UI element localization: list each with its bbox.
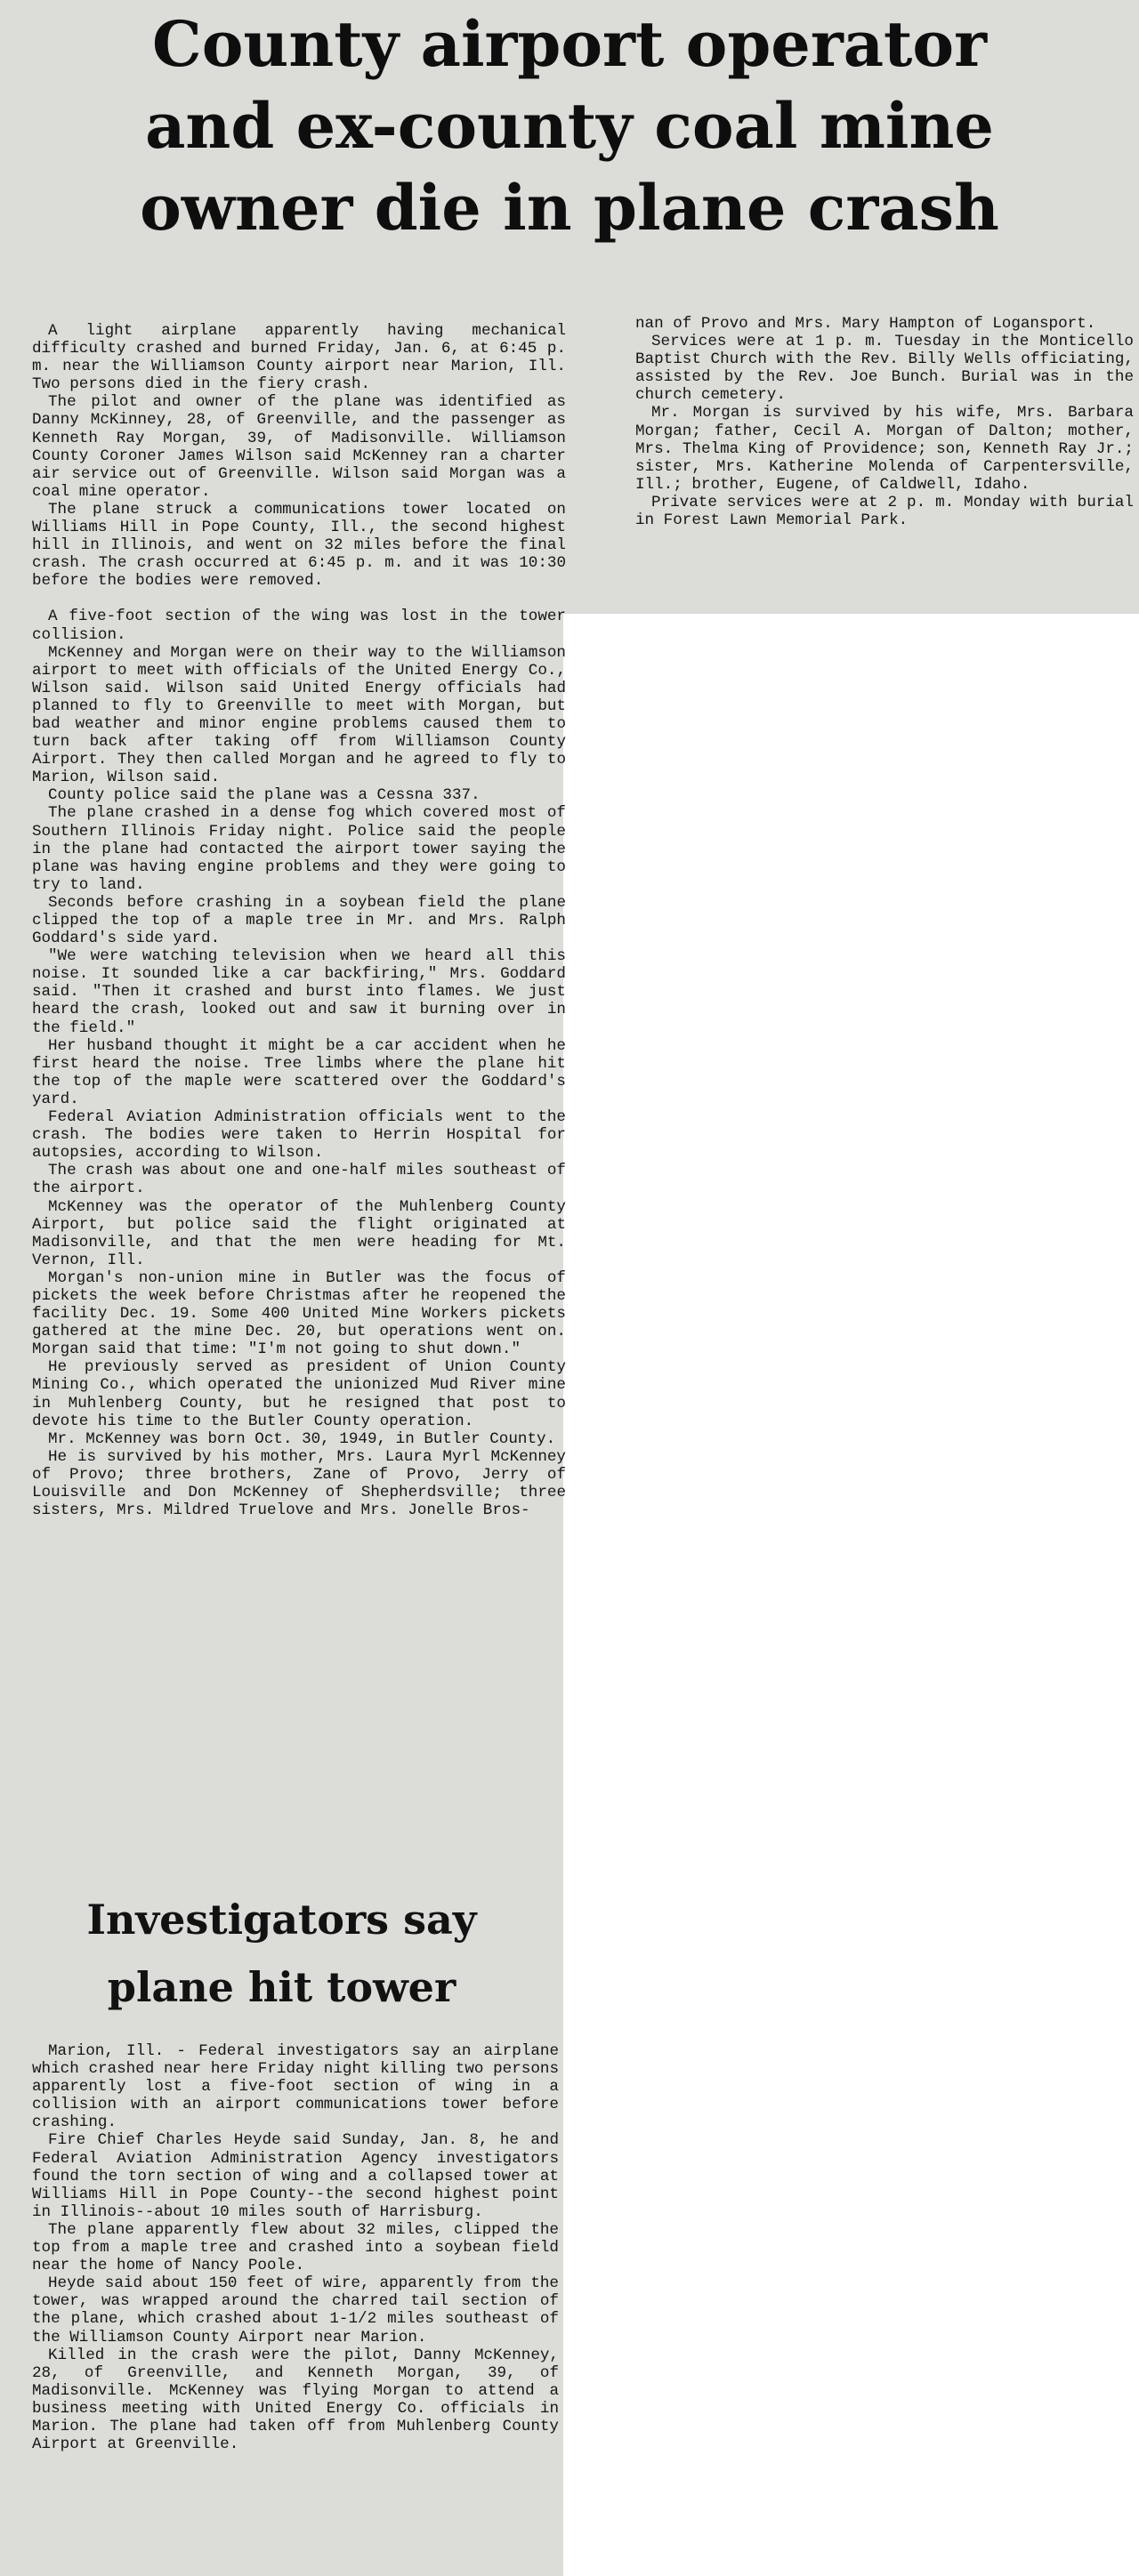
headline-line-2: and ex-county coal mine	[145, 89, 994, 163]
second-headline-line-2: plane hit tower	[107, 1963, 456, 2011]
main-paragraph: The plane crashed in a dense fog which covered most of Southern Illinois Friday night. Police said the people in the plane had contacted the airport tower saying the plane was having engine problems and they were going to try to land.	[32, 804, 566, 894]
second-story-column	[32, 2042, 559, 2453]
second-paragraph: Heyde said about 150 feet of wire, apparently from the tower, was wrapped around the charred tail section of the plane, which crashed about 1-1/2 miles southeast of the Williamson County Airport near Marion.	[32, 2274, 559, 2347]
main-paragraph: The crash was about one and one-half miles southeast of the airport.	[32, 1162, 566, 1198]
main-paragraph: Her husband thought it might be a car accident when he first heard the noise. Tree limbs where the plane hit the top of the maple were scattered over the Goddard's yard.	[32, 1036, 566, 1108]
main-headline	[0, 0, 1139, 249]
main-paragraph: Federal Aviation Administration officials went to the crash. The bodies were taken to Herrin Hospital for autopsies, according to Wilson.	[32, 1108, 566, 1163]
second-paragraph: Killed in the crash were the pilot, Danny McKenney, 28, of Greenville, and Kenneth Morgan, 39, of Madisonville. McKenney was flying Morgan to attend a business meeting with United Energy Co. officials in Marion. The plane had taken off from Muhlenberg County Airport at Greenville.	[32, 2346, 559, 2454]
main-paragraph: Seconds before crashing in a soybean field the plane clipped the top of a maple tree in Mr. and Mrs. Ralph Goddard's side yard.	[32, 893, 566, 948]
continued-paragraph: Services were at 1 p. m. Tuesday in the Monticello Baptist Church with the Rev. Billy Wells officiating, assisted by the Rev. Joe Bunch. Burial was in the church cemetery.	[635, 333, 1134, 405]
main-paragraph: McKenney and Morgan were on their way to the Williamson airport to meet with officials of the United Energy Co., Wilson said. Wilson said United Energy officials had planned to fly to Greenville to meet with Morgan, but bad weather and minor engine problems caused them to turn back after taking off from Williamson County Airport. They then called Morgan and he agreed to fly to Marion, Wilson said.	[32, 643, 566, 787]
main-story-column	[32, 322, 566, 1519]
continued-paragraph: nan of Provo and Mrs. Mary Hampton of Logansport.	[635, 315, 1096, 333]
continued-paragraph: Mr. Morgan is survived by his wife, Mrs. Barbara Morgan; father, Cecil A. Morgan of Dalton; mother, Mrs. Thelma King of Providence; son, Kenneth Ray Jr.; sister, Mrs. Katherine Molenda of Carpentersville, Ill.; brother, Eugene, of Caldwell, Idaho.	[635, 404, 1134, 494]
main-paragraph: A light airplane apparently having mechanical difficulty crashed and burned Friday, Jan. 6, at 6:45 p. m. near the Williamson County airport near Marion, Ill. Two persons died in the fiery crash.	[32, 322, 566, 394]
main-story-continued-column	[635, 315, 1134, 529]
main-paragraph: He is survived by his mother, Mrs. Laura Myrl McKenney of Provo; three brothers, Zane of Provo, Jerry of Louisville and Don McKenney of Shepherdsville; three sisters, Mrs. Mildred Truelove and Mrs. Jonelle Bros-	[32, 1447, 566, 1520]
continued-paragraph: Private services were at 2 p. m. Monday with burial in Forest Lawn Memorial Park.	[635, 493, 1134, 530]
second-paragraph: Marion, Ill. - Federal investigators say an airplane which crashed near here Friday night killing two persons apparently lost a five-foot section of wing in a collision with an airport communications tower before crashing.	[32, 2042, 559, 2132]
main-paragraph: "We were watching television when we heard all this noise. It sounded like a car backfiring," Mrs. Goddard said. "Then it crashed and burst into flames. We just heard the crash, looked out and saw it burning over in the field."	[32, 947, 566, 1037]
second-story-headline	[0, 1886, 563, 2021]
main-paragraph: He previously served as president of Union County Mining Co., which operated the unionized Mud River mine in Muhlenberg County, but he resigned that post to devote his time to the Butler County operation.	[32, 1358, 566, 1430]
headline-line-3: owner die in plane crash	[140, 171, 999, 245]
main-paragraph: McKenney was the operator of the Muhlenberg County Airport, but police said the flight originated at Madisonville, and that the men were heading for Mt. Vernon, Ill.	[32, 1197, 566, 1269]
main-paragraph: Morgan's non-union mine in Butler was the focus of pickets the week before Christmas after he reopened the facility Dec. 19. Some 400 United Mine Workers pickets gathered at the mine Dec. 20, but operations went on. Morgan said that time: "I'm not going to shut down."	[32, 1268, 566, 1359]
second-paragraph: The plane apparently flew about 32 miles, clipped the top from a maple tree and crashed into a soybean field near the home of Nancy Poole.	[32, 2220, 559, 2275]
main-paragraph: The plane struck a communications tower located on Williams Hill in Pope County, Ill., the second highest hill in Illinois, and went on 32 miles before the final crash. The crash occurred at 6:45 p. m. and it was 10:30 before the bodies were removed.	[32, 500, 566, 591]
main-paragraph: The pilot and owner of the plane was identified as Danny McKinney, 28, of Greenville, and the passenger as Kenneth Ray Morgan, 39, of Madisonville. Williamson County Coroner James Wilson said McKenney ran a charter air service out of Greenville. Wilson said Morgan was a coal mine operator.	[32, 393, 566, 501]
second-headline-line-1: Investigators say	[86, 1896, 477, 1944]
second-paragraph: Fire Chief Charles Heyde said Sunday, Jan. 8, he and Federal Aviation Administration Agency investigators found the torn section of wing and a collapsed tower at Williams Hill in Pope County--the second highest point in Illinois--about 10 miles south of Harrisburg.	[32, 2131, 559, 2221]
main-paragraph: Mr. McKenney was born Oct. 30, 1949, in Butler County.	[48, 1429, 556, 1448]
main-paragraph: A five-foot section of the wing was lost in the tower collision.	[32, 608, 566, 644]
headline-line-1: County airport operator	[152, 7, 987, 81]
main-paragraph: County police said the plane was a Cessna 337.	[48, 786, 481, 805]
